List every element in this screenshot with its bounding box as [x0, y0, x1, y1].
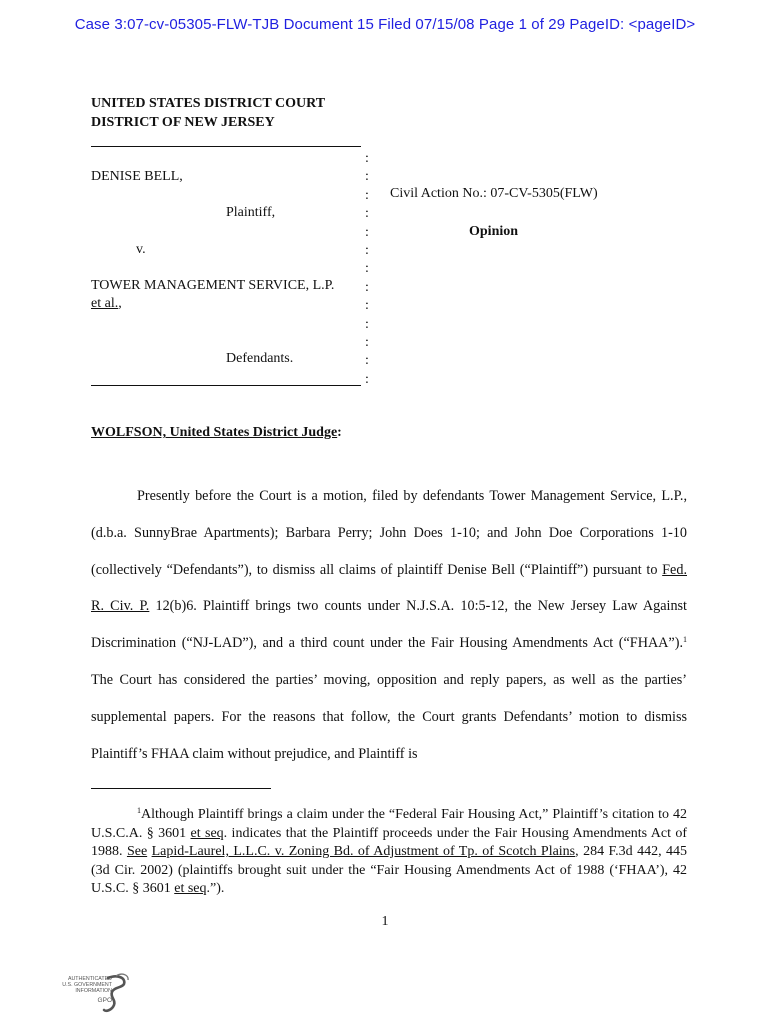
- plaintiff-role: Plaintiff,: [226, 205, 276, 220]
- footnote-reference: 1: [683, 635, 687, 645]
- footnote-citation: et seq: [190, 825, 224, 841]
- caption-bottom-rule: [91, 385, 361, 386]
- eagle-icon: [102, 972, 130, 1014]
- court-name: [91, 94, 325, 132]
- defendant-role: Defendants.: [226, 351, 294, 366]
- caption-colon: :: [365, 316, 369, 332]
- plaintiff-name: DENISE BELL,: [91, 169, 183, 184]
- defendant-et-al: [91, 296, 122, 312]
- caption-colon: :: [365, 187, 369, 203]
- footnote-citation: See: [126, 844, 148, 859]
- footnote-text: . indicates that the Plaintiff proceeds under the Fair Housing Amendments Act of 1988.: [91, 825, 688, 859]
- gpo-logo-text: U.S. GOVERNMENT: [62, 982, 112, 988]
- court-name-line1: UNITED STATES DISTRICT COURT: [91, 96, 326, 111]
- caption-colon: :: [365, 151, 369, 166]
- opinion-paragraph: [91, 478, 687, 772]
- et-al-text: et al.: [91, 296, 119, 311]
- caption-colon: :: [365, 206, 369, 222]
- caption-colon: :: [365, 353, 369, 369]
- caption-colon-column: [361, 150, 373, 389]
- case-filing-header: Case 3:07-cv-05305-FLW-TJB Document 15 Filed 07/15/08 Page 1 of 29 PageID: <pageID>: [74, 16, 696, 33]
- gpo-logo-text: GPO: [97, 997, 112, 1004]
- document-title: Opinion: [469, 224, 519, 239]
- footnote-marker: 1: [137, 806, 141, 815]
- et-al-suffix: ,: [118, 296, 122, 311]
- paragraph-text: Presently before the Court is a motion, filed by defendants Tower Management Service, L.P., (d.b.a. SunnyBrae Apartments); Barbara Perry; John Does 1-10; and John Doe Corporations 1-10 (collectively “Defendants”), to dismiss all claims of plaintiff Denise Bell (“Plaintiff”) pursuant to: [91, 488, 687, 578]
- footnote-text: , 284 F.3d 442, 445 (3d Cir. 2002) (plaintiffs brought suit under the “Fair Housing Amendments Act of 1988 (‘FHAA’), 42 U.S.C. § 3601: [91, 844, 688, 896]
- paragraph-text: 12(b)6. Plaintiff brings two counts under N.J.S.A. 10:5-12, the New Jersey Law Against Discrimination (“NJ-LAD”), and a third count under the Fair Housing Amendments Act (“FHAA”).: [91, 598, 688, 652]
- judge-heading: [91, 425, 342, 441]
- paragraph-text: The Court has considered the parties’ moving, opposition and reply papers, as well as the parties’ supplemental papers. For the reasons that follow, the Court grants Defendants’ motion to dismiss Plaintiff’s FHAA claim without prejudice, and Plaintiff is: [91, 671, 687, 762]
- footnote-case-citation: Lapid-Laurel, L.L.C. v. Zoning Bd. of Adjustment of Tp. of Scotch Plains: [151, 844, 576, 859]
- gpo-authenticated-logo: [40, 972, 132, 1016]
- civil-action-number: Civil Action No.: 07-CV-5305(FLW): [390, 186, 598, 201]
- caption-colon: :: [365, 224, 369, 240]
- footnote-citation: et seq: [174, 881, 207, 896]
- footnote: [91, 806, 687, 899]
- gpo-logo-text: AUTHENTICATED: [67, 976, 112, 982]
- gpo-logo-text: INFORMATION: [75, 988, 112, 994]
- caption-colon: :: [365, 298, 369, 314]
- caption-colon: :: [365, 334, 369, 350]
- footnote-text: Although Plaintiff brings a claim under the “Federal Fair Housing Act,” Plaintiff’s citation to 42 U.S.C.A. § 3601: [91, 807, 687, 841]
- versus: v.: [136, 242, 146, 257]
- caption-colon: :: [365, 169, 369, 185]
- judge-heading-colon: :: [337, 425, 342, 440]
- judge-name: WOLFSON, United States District Judge: [91, 425, 338, 440]
- defendant-name: TOWER MANAGEMENT SERVICE, L.P.: [91, 278, 335, 293]
- page-number: 1: [381, 914, 389, 929]
- court-name-line2: DISTRICT OF NEW JERSEY: [91, 115, 275, 130]
- caption-top-rule: [91, 146, 361, 147]
- rule-citation: Fed. R. Civ. P.: [91, 561, 687, 615]
- caption-colon: :: [365, 261, 369, 277]
- caption-colon: :: [365, 279, 369, 295]
- caption-colon: :: [365, 242, 369, 258]
- caption-colon: :: [365, 371, 369, 387]
- footnote-text: .”).: [206, 881, 225, 896]
- footnote-separator: [91, 788, 271, 789]
